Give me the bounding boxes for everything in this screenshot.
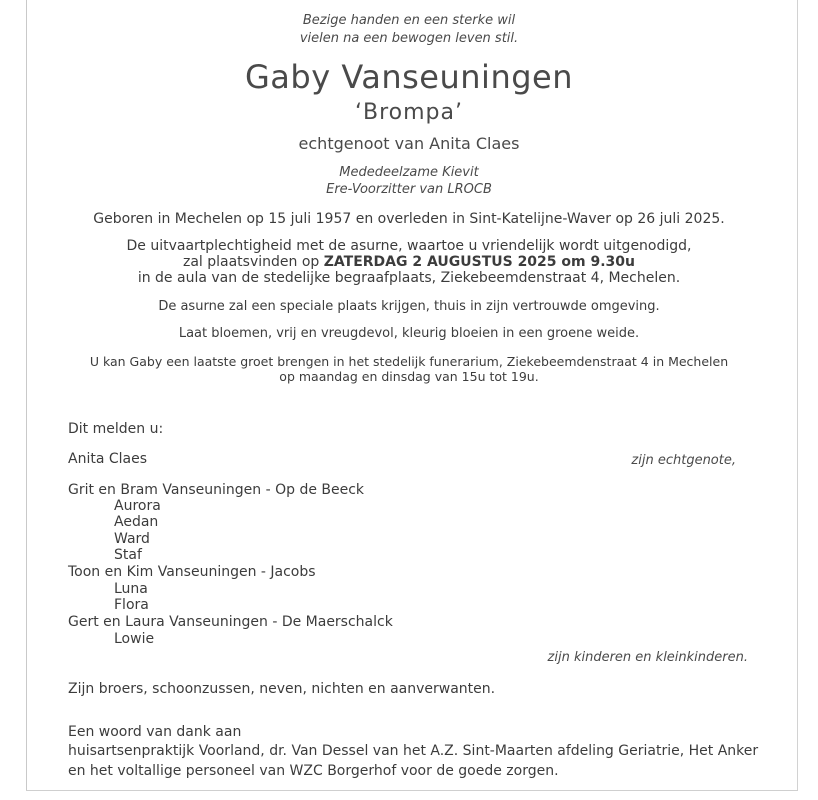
thanks-line-3: en het voltallige personeel van WZC Borgerhof voor de goede zorgen. (68, 763, 559, 779)
funeral-line-2-text: zal plaatsvinden op (182, 254, 324, 270)
funeral-date: ZATERDAG 2 AUGUSTUS 2025 om 9.30u (323, 254, 635, 270)
grandchild-staf: Staf (114, 547, 142, 563)
grandchild-ward: Ward (114, 531, 150, 547)
family-group-2-parents: Toon en Kim Vanseuningen - Jacobs (68, 564, 316, 580)
funeral-line-3: in de aula van de stedelijke begraafplaats, Ziekebeemdenstraat 4, Mechelen. (137, 270, 681, 286)
funeral-line-1: De uitvaartplechtigheid met de asurne, waartoe u vriendelijk wordt uitgenodigd, (126, 238, 692, 254)
birth-death-line: Geboren in Mechelen op 15 juli 1957 en overleden in Sint-Katelijne-Waver op 26 juli 2025. (93, 211, 725, 227)
deceased-name: Gaby Vanseuningen (245, 58, 573, 96)
title-line-1: Mededeelzame Kievit (339, 165, 479, 180)
spouse-line: echtgenoot van Anita Claes (298, 134, 520, 153)
thanks-line-1: Een woord van dank aan (68, 724, 242, 740)
visit-line-2: op maandag en dinsdag van 15u tot 19u. (279, 369, 539, 384)
deceased-nickname: ‘Brompa’ (355, 100, 463, 125)
grandchild-flora: Flora (114, 597, 149, 613)
quote-line-1: Bezige handen en een sterke wil (302, 13, 516, 28)
grandchild-lowie: Lowie (114, 631, 155, 647)
flowers-line: Laat bloemen, vrij en vreugdevol, kleurig bloeien in een groene weide. (178, 326, 640, 341)
spouse-role: zijn echtgenote, (631, 453, 736, 468)
urn-line: De asurne zal een speciale plaats krijgen, thuis in zijn vertrouwde omgeving. (158, 299, 660, 314)
title-line-2: Ere-Voorzitter van LROCB (326, 182, 492, 197)
spouse-name: Anita Claes (68, 451, 148, 467)
children-role: zijn kinderen en kleinkinderen. (547, 650, 748, 665)
family-group-1-parents: Grit en Bram Vanseuningen - Op de Beeck (68, 482, 365, 498)
thanks-line-2: huisartsenpraktijk Voorland, dr. Van Dessel van het A.Z. Sint-Maarten afdeling Geriatrie, Het Anker (68, 743, 759, 759)
relatives-line: Zijn broers, schoonzussen, neven, nichten en aanverwanten. (68, 681, 496, 697)
family-intro: Dit melden u: (68, 421, 164, 437)
grandchild-aurora: Aurora (114, 498, 161, 514)
grandchild-aedan: Aedan (114, 514, 159, 530)
visit-line-1: U kan Gaby een laatste groet brengen in het stedelijk funerarium, Ziekebeemdenstraat 4 in Mechelen (89, 354, 729, 369)
quote-line-2: vielen na een bewogen leven stil. (299, 31, 519, 46)
grandchild-luna: Luna (114, 581, 148, 597)
page-border-bottom (26, 790, 798, 791)
funeral-line-2 (0, 254, 818, 270)
family-group-3-parents: Gert en Laura Vanseuningen - De Maerschalck (68, 614, 393, 630)
